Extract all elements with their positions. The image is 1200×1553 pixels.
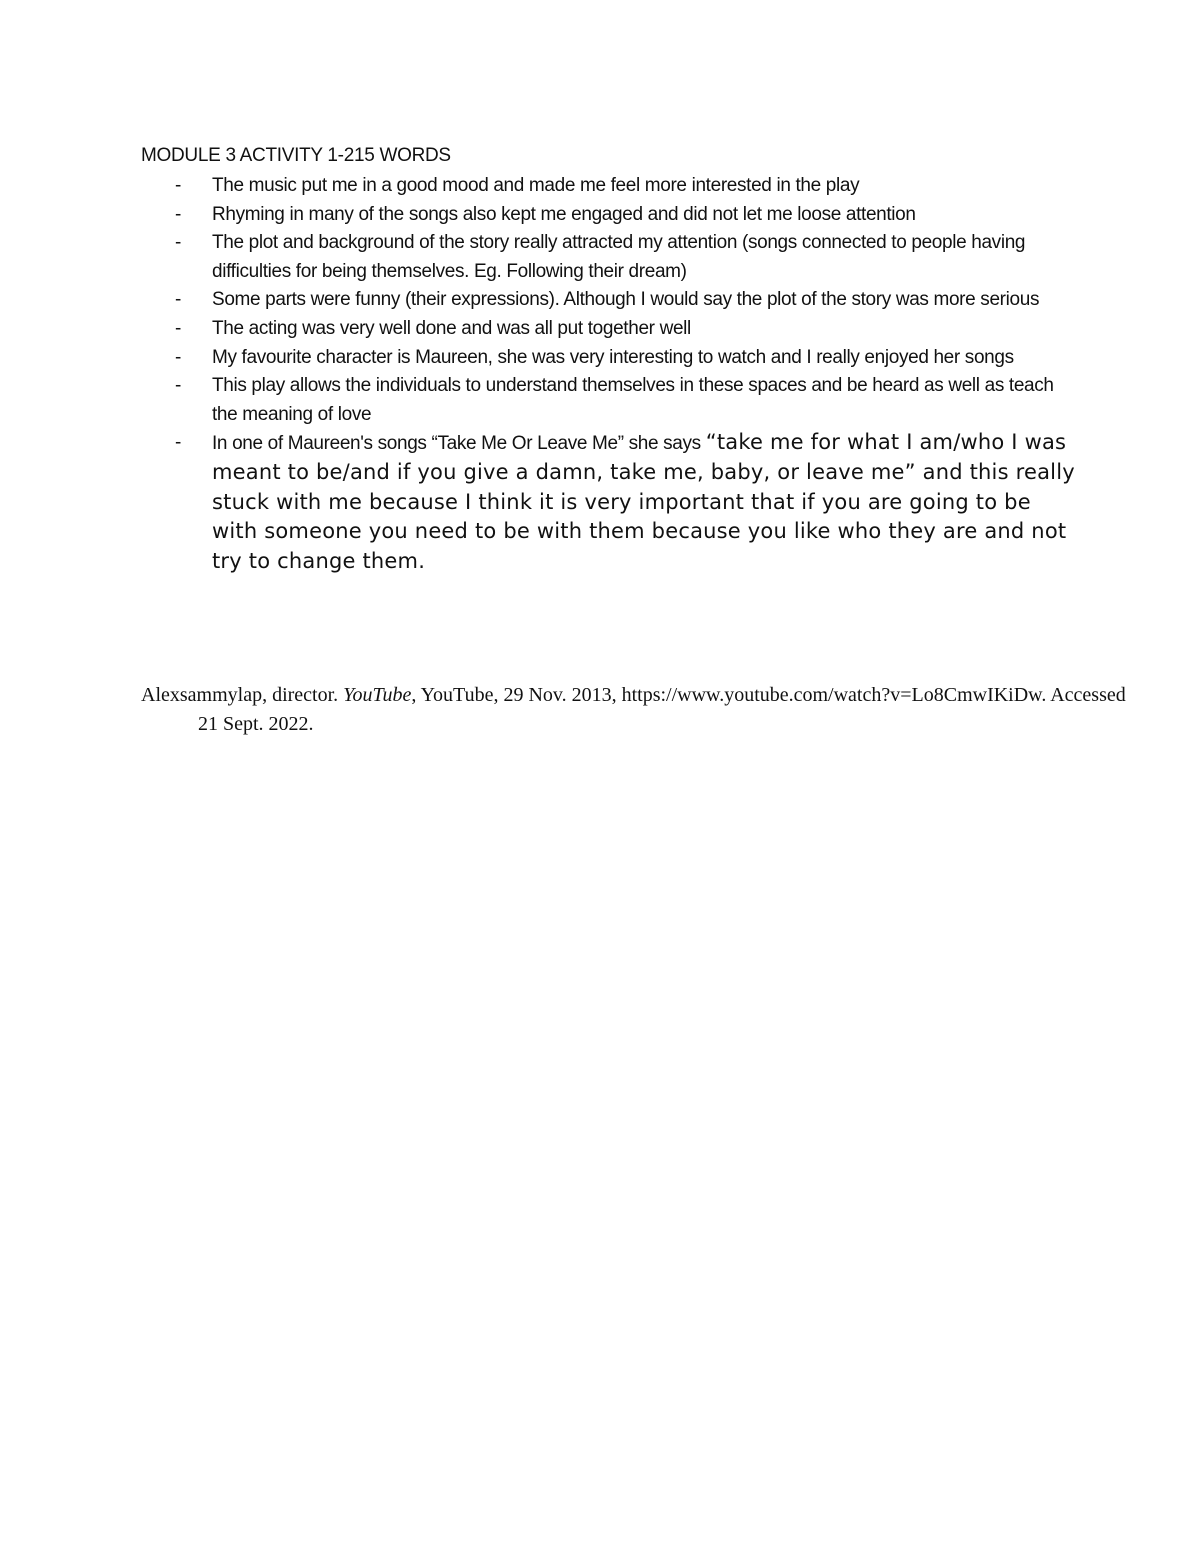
bullet-dash: - <box>175 175 181 196</box>
bullet-dash: - <box>175 375 181 397</box>
bullet-dash: - <box>175 346 181 368</box>
document-heading: MODULE 3 ACTIVITY 1-215 WORDS <box>141 145 451 166</box>
song-quote-text: “take me for what I am/who I was meant to be/and if you give a damn, take me, baby, or leave me” and this really stuck with me because I think it is very important that if you are going to be with someone you need to be with them because you like who they are and not try to change them. <box>212 430 1075 573</box>
bullet-text: The plot and background of the story really attracted my attention (songs connected to people having difficulties for being themselves. Eg. Following their dream) <box>212 232 1026 282</box>
bullet-text: My favourite character is Maureen, she was very interesting to watch and I really enjoyed her songs <box>212 346 1014 368</box>
list-item <box>175 344 1075 373</box>
list-item <box>175 172 1075 201</box>
works-cited-entry <box>141 681 1138 739</box>
bullet-text: Rhyming in many of the songs also kept me engaged and did not let me loose attention <box>212 203 916 225</box>
bullet-dash: - <box>175 317 181 339</box>
bullet-dash: - <box>175 289 181 311</box>
bullet-dash: - <box>175 432 181 454</box>
bullet-text: In one of Maureen's songs “Take Me Or Leave Me” she says <box>212 433 706 455</box>
bullet-text: The music put me in a good mood and made me feel more interested in the play <box>212 175 860 196</box>
bullet-text: This play allows the individuals to understand themselves in these spaces and be heard as well as teach the meaning of love <box>212 375 1054 425</box>
bullet-text: Some parts were funny (their expressions). Although I would say the plot of the story was more serious <box>212 289 1040 311</box>
citation-suffix: , YouTube, 29 Nov. 2013, https://www.youtube.com/watch?v=Lo8CmwIKiDw. Accessed 21 Sept. 2022. <box>198 684 1126 735</box>
list-item <box>175 372 1075 429</box>
list-item <box>175 229 1075 286</box>
bullet-list <box>175 172 1075 577</box>
list-item <box>175 201 1075 230</box>
bullet-dash: - <box>175 203 181 225</box>
list-item <box>175 315 1075 344</box>
list-item <box>175 286 1075 315</box>
bullet-dash: - <box>175 232 181 254</box>
citation-title: YouTube <box>343 684 412 706</box>
list-item-quote <box>175 429 1075 577</box>
bullet-text: The acting was very well done and was all put together well <box>212 317 691 339</box>
citation-prefix: Alexsammylap, director. <box>141 684 344 706</box>
